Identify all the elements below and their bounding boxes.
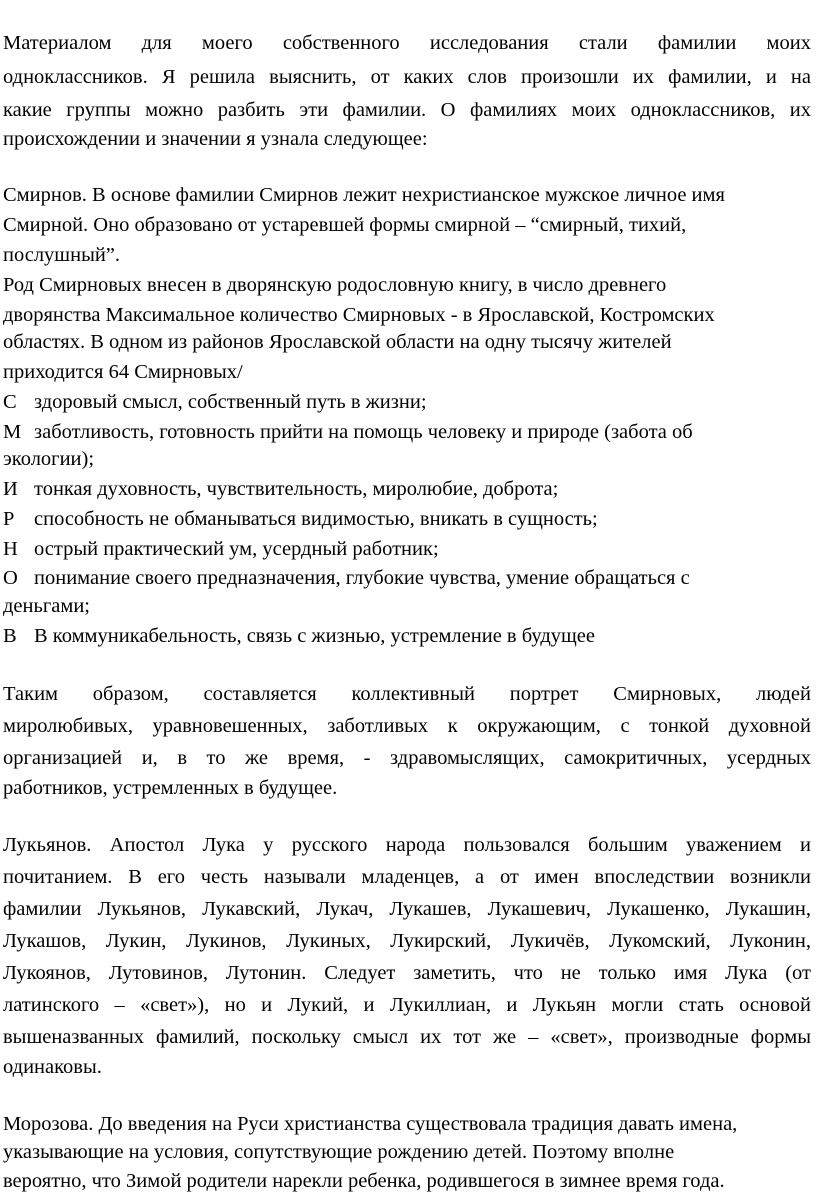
intro-line: Материалом для моего собственного исследования стали фамилии моих [3, 32, 811, 54]
smirnov-line: Смирнов. В основе фамилии Смирнов лежит нехристианское мужское личное имя [3, 184, 725, 206]
summary-line: работников, устремленных в будущее. [3, 777, 338, 799]
acrostic-item [3, 563, 690, 593]
smirnov-line: послушный”. [3, 244, 121, 266]
lukyanov-line: фамилии Лукьянов, Лукавский, Лукач, Лукашев, Лукашевич, Лукашенко, Лукашин, [3, 898, 811, 920]
acrostic-letter: Р [3, 508, 15, 530]
smirnov-line: областях. В одном из районов Ярославской области на одну тысячу жителей [3, 331, 672, 353]
smirnov-line: Род Смирновых внесен в дворянскую родословную книгу, в число древнего [3, 274, 667, 296]
intro-line: происхождении и значении я узнала следующее: [3, 128, 428, 150]
acrostic-continuation: деньгами; [3, 595, 90, 617]
intro-line: одноклассников. Я решила выяснить, от каких слов произошли их фамилии, и на [3, 66, 811, 88]
intro-line: какие группы можно разбить эти фамилии. О фамилиях моих одноклассников, их [3, 99, 811, 121]
lukyanov-line: почитанием. В его честь называли младенцев, а от имен впоследствии возникли [3, 866, 811, 888]
summary-line: организацией и, в то же время, - здравомыслящих, самокритичных, усердных [3, 747, 811, 769]
acrostic-letter: И [3, 478, 18, 500]
summary-line: Таким образом, составляется коллективный портрет Смирновых, людей [3, 683, 811, 705]
morozova-line: указывающие на условия, сопутствующие рождению детей. Поэтому вполне [3, 1141, 675, 1163]
acrostic-item [3, 504, 598, 534]
acrostic-text: заботливость, готовность прийти на помощь человеку и природе (забота об [34, 421, 693, 443]
acrostic-text: тонкая духовность, чувствительность, миролюбие, доброта; [34, 478, 559, 500]
acrostic-letter: М [3, 421, 22, 443]
acrostic-item [3, 387, 427, 417]
morozova-line: Морозова. До введения на Руси христианства существовала традиция давать имена, [3, 1113, 738, 1135]
morozova-line: вероятно, что Зимой родители нарекли ребенка, родившегося в зимнее время года. [3, 1170, 725, 1192]
acrostic-continuation: экологии); [3, 448, 95, 470]
lukyanov-line: вышеназванных фамилий, поскольку смысл их тот же – «свет», производные формы [3, 1026, 811, 1048]
acrostic-item [3, 417, 693, 447]
lukyanov-line: латинского – «свет»), но и Лукий, и Лукиллиан, и Лукьян могли стать основой [3, 994, 811, 1016]
summary-line: миролюбивых, уравновешенных, заботливых к окружающим, с тонкой духовной [3, 715, 811, 737]
acrostic-item [3, 474, 558, 504]
acrostic-letter: О [3, 567, 18, 589]
lukyanov-line: Лукоянов, Лутовинов, Лутонин. Следует заметить, что не только имя Лука (от [3, 962, 811, 984]
smirnov-line: дворянства Максимальное количество Смирновых - в Ярославской, Костромских [3, 304, 715, 326]
smirnov-line: приходится 64 Смирновых/ [3, 361, 243, 383]
lukyanov-line: Лукьянов. Апостол Лука у русского народа пользовался большим уважением и [3, 834, 811, 856]
acrostic-text: здоровый смысл, собственный путь в жизни; [34, 391, 427, 413]
lukyanov-line: Лукашов, Лукин, Лукинов, Лукиных, Лукирский, Лукичёв, Лукомский, Луконин, [3, 930, 811, 952]
acrostic-text: В коммуникабельность, связь с жизнью, устремление в будущее [34, 625, 595, 647]
acrostic-text: острый практический ум, усердный работник; [34, 538, 439, 560]
acrostic-letter: С [3, 391, 17, 413]
acrostic-item [3, 534, 439, 564]
acrostic-text: способность не обманываться видимостью, вникать в сущность; [34, 508, 598, 530]
smirnov-line: Смирной. Оно образовано от устаревшей формы смирной – “смирный, тихий, [3, 214, 687, 236]
acrostic-text: понимание своего предназначения, глубокие чувства, умение обращаться с [34, 567, 690, 589]
acrostic-item [3, 621, 595, 651]
acrostic-letter: Н [3, 538, 18, 560]
acrostic-letter: В [3, 625, 17, 647]
lukyanov-line: одинаковы. [3, 1056, 102, 1078]
